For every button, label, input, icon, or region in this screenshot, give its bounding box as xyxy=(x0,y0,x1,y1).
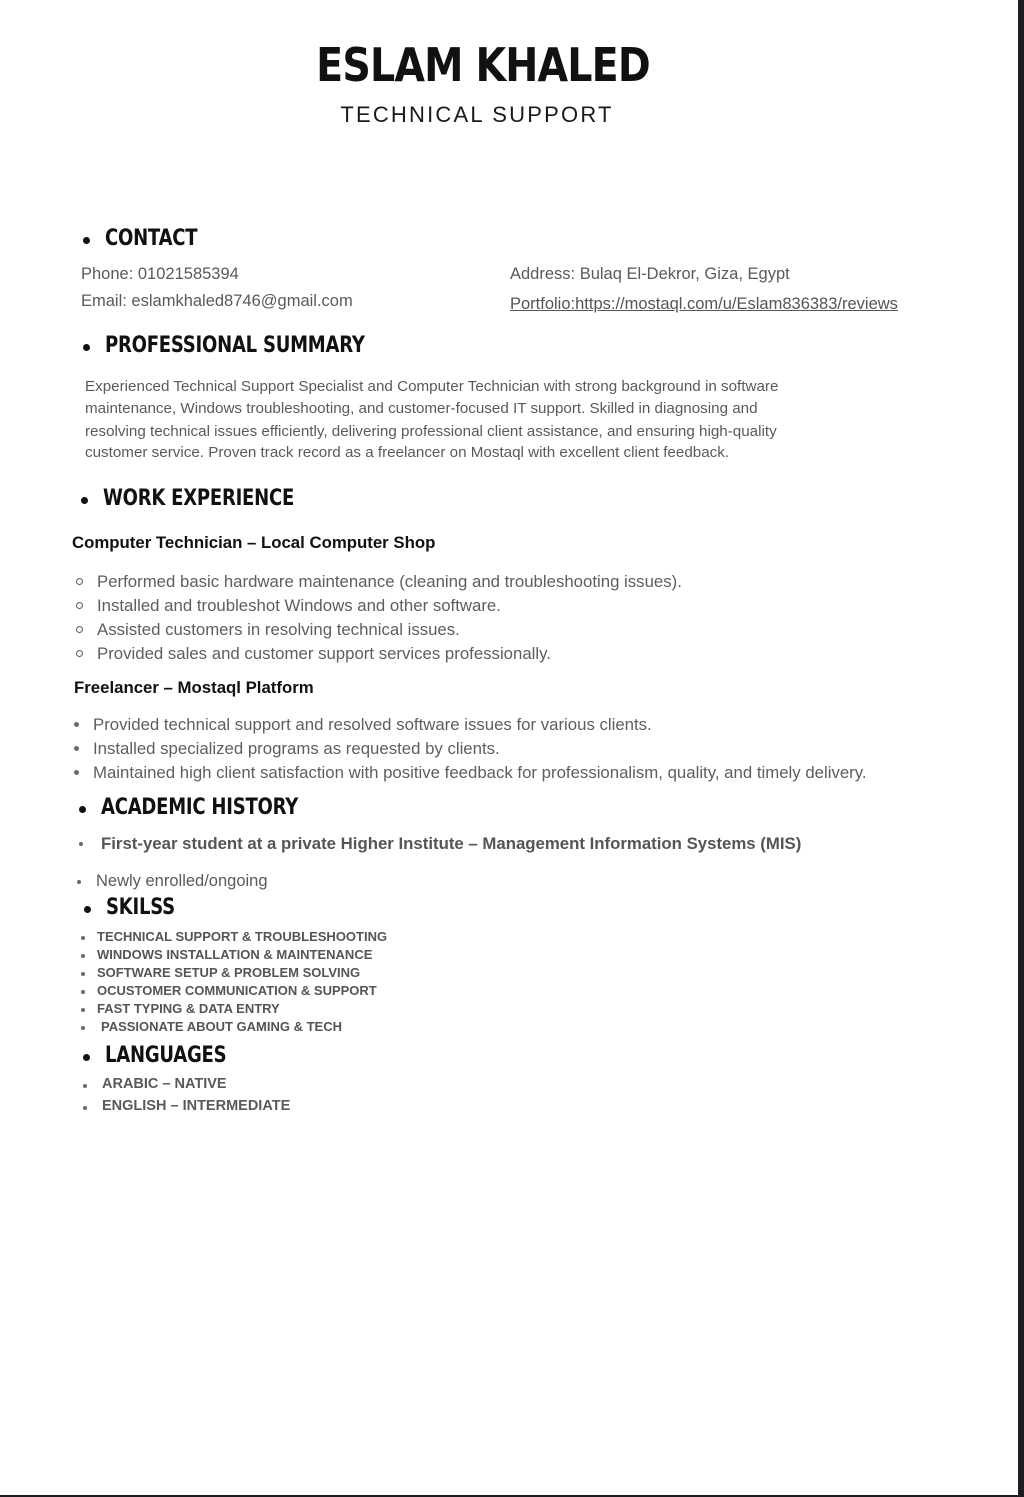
skill-item: PASSIONATE ABOUT GAMING & TECH xyxy=(101,1019,342,1034)
job-title: Freelancer – Mostaql Platform xyxy=(74,678,314,697)
section-bullet-icon xyxy=(79,806,86,813)
section-heading-experience: WORK EXPERIENCE xyxy=(103,486,295,511)
list-bullet-icon xyxy=(81,990,85,994)
window-edge-right xyxy=(1018,0,1024,1497)
academic-item: First-year student at a private Higher Institute – Management Information Systems (MIS) xyxy=(101,834,802,853)
language-item: ARABIC – NATIVE xyxy=(102,1076,227,1092)
list-bullet-icon xyxy=(83,1106,87,1110)
job-duty: Assisted customers in resolving technical issues. xyxy=(97,620,460,639)
list-bullet-icon xyxy=(76,578,83,585)
skill-item: WINDOWS INSTALLATION & MAINTENANCE xyxy=(97,947,373,962)
skill-item: OCUSTOMER COMMUNICATION & SUPPORT xyxy=(97,983,377,998)
candidate-title: TECHNICAL SUPPORT xyxy=(340,102,614,127)
list-bullet-icon xyxy=(76,650,83,657)
portfolio-link[interactable]: Portfolio:https://mostaql.com/u/Eslam836383/reviews xyxy=(510,295,898,313)
summary-line: Experienced Technical Support Specialist and Computer Technician with strong background in software xyxy=(85,378,779,395)
summary-line: customer service. Proven track record as a freelancer on Mostaql with excellent client feedback. xyxy=(85,444,730,461)
summary-line: maintenance, Windows troubleshooting, and customer-focused IT support. Skilled in diagnosing and xyxy=(85,400,758,417)
list-bullet-icon xyxy=(79,842,83,846)
list-bullet-icon xyxy=(81,1026,85,1030)
list-bullet-icon xyxy=(74,722,79,727)
job-title: Computer Technician – Local Computer Shop xyxy=(72,533,436,552)
section-heading-contact: CONTACT xyxy=(105,226,198,251)
job-duty: Provided sales and customer support services professionally. xyxy=(97,644,551,663)
list-bullet-icon xyxy=(83,1084,87,1088)
section-heading-academic: ACADEMIC HISTORY xyxy=(101,795,299,820)
skill-item: SOFTWARE SETUP & PROBLEM SOLVING xyxy=(97,965,361,980)
contact-phone: Phone: 01021585394 xyxy=(81,265,239,283)
section-heading-skills: SKILSS xyxy=(106,895,175,920)
job-duty: Provided technical support and resolved software issues for various clients. xyxy=(93,715,652,734)
list-bullet-icon xyxy=(74,770,79,775)
list-bullet-icon xyxy=(76,602,83,609)
section-bullet-icon xyxy=(84,906,91,913)
job-duty: Performed basic hardware maintenance (cleaning and troubleshooting issues). xyxy=(97,572,682,591)
language-item: ENGLISH – INTERMEDIATE xyxy=(102,1098,291,1114)
list-bullet-icon xyxy=(74,746,79,751)
contact-email: Email: eslamkhaled8746@gmail.com xyxy=(81,292,353,310)
section-bullet-icon xyxy=(81,497,88,504)
section-bullet-icon xyxy=(83,344,90,351)
skill-item: TECHNICAL SUPPORT & TROUBLESHOOTING xyxy=(97,929,388,944)
skill-item: FAST TYPING & DATA ENTRY xyxy=(97,1001,280,1016)
candidate-name: ESLAM KHALED xyxy=(316,38,650,92)
list-bullet-icon xyxy=(81,972,85,976)
job-duty: Installed specialized programs as requested by clients. xyxy=(93,739,500,758)
job-duty: Maintained high client satisfaction with positive feedback for professionalism, quality, and timely delivery. xyxy=(93,763,867,782)
contact-address: Address: Bulaq El-Dekror, Giza, Egypt xyxy=(510,265,790,283)
section-heading-languages: LANGUAGES xyxy=(105,1043,227,1068)
list-bullet-icon xyxy=(81,936,85,940)
list-bullet-icon xyxy=(76,626,83,633)
section-bullet-icon xyxy=(83,1054,90,1061)
summary-line: resolving technical issues efficiently, delivering professional client assistance, and ensuring high-quality xyxy=(85,423,777,440)
academic-item: Newly enrolled/ongoing xyxy=(96,872,268,890)
job-duty: Installed and troubleshot Windows and other software. xyxy=(97,596,501,615)
list-bullet-icon xyxy=(81,1008,85,1012)
list-bullet-icon xyxy=(77,880,81,884)
section-heading-summary: PROFESSIONAL SUMMARY xyxy=(105,333,365,358)
list-bullet-icon xyxy=(81,954,85,958)
section-bullet-icon xyxy=(83,237,90,244)
